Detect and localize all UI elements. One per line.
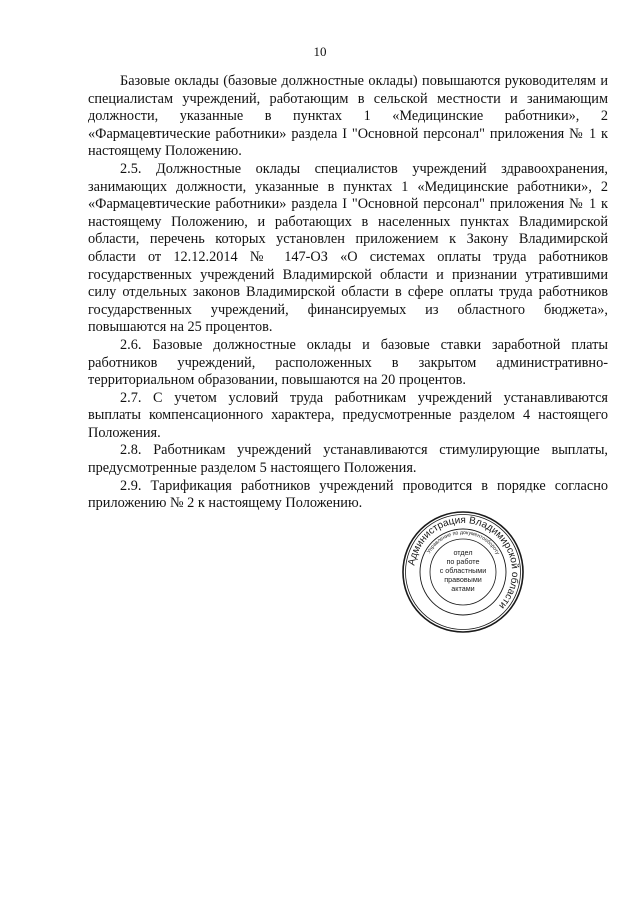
paragraph-2-7: 2.7. С учетом условий труда работникам учреждений устанавливаются выплаты компенсационного характера, предусмотренные разделом 4 настоящего Положения. [88,389,608,441]
document-body [88,73,608,513]
stamp-center-line: с областными [439,566,487,575]
stamp-center-line: актами [451,584,475,593]
stamp-inner-text: Управление по документообороту [426,529,501,556]
page-number: 10 [313,44,327,59]
stamp-center-line: по работе [446,557,480,566]
paragraph-2-9: 2.9. Тарификация работников учреждений проводится в порядке согласно приложению № 2 к настоящему Положению. [88,477,608,512]
stamp-center-line: отдел [453,548,473,557]
paragraph-2-8: 2.8. Работникам учреждений устанавливаются стимулирующие выплаты, предусмотренные разделом 5 настоящего Положения. [88,442,608,477]
stamp-center-line: правовыми [444,575,482,584]
paragraph-2-6: 2.6. Базовые должностные оклады и базовые ставки заработной платы работников учреждений, расположенных в закрытом административно-территориальном образовании, повышаются на 20 процентов. [88,336,608,389]
official-stamp [399,508,527,636]
stamp-outer-text: Администрация Владимирской области [406,514,521,611]
paragraph-2-5: 2.5. Должностные оклады специалистов учреждений здравоохранения, занимающих должности, указанные в пунктах 1 «Медицинские работники», 2 «Фармацевтические работники» раздела I "Основной персонал" приложения № 1 к настоящему Положению, и работающих в населенных пунктах Владимирской области, перечень которых установлен приложением к Закону Владимирской области от 12.12.2014 № 147-ОЗ «О системах оплаты труда работников государственных учреждений Владимирской области и признании утратившими силу отдельных законов Владимирской области в сфере оплаты труда работников государственных учреждений, финансируемых из областного бюджета», повышаются на 25 процентов. [88,160,608,336]
paragraph-rural-bonus: Базовые оклады (базовые должностные оклады) повышаются руководителям и специалистам учреждений, работающим в сельской местности и занимающим должности, указанные в пунктах 1 «Медицинские работники», 2 «Фармацевтические работники» раздела I "Основной персонал" приложения № 1 к настоящему Положению. [88,73,608,160]
